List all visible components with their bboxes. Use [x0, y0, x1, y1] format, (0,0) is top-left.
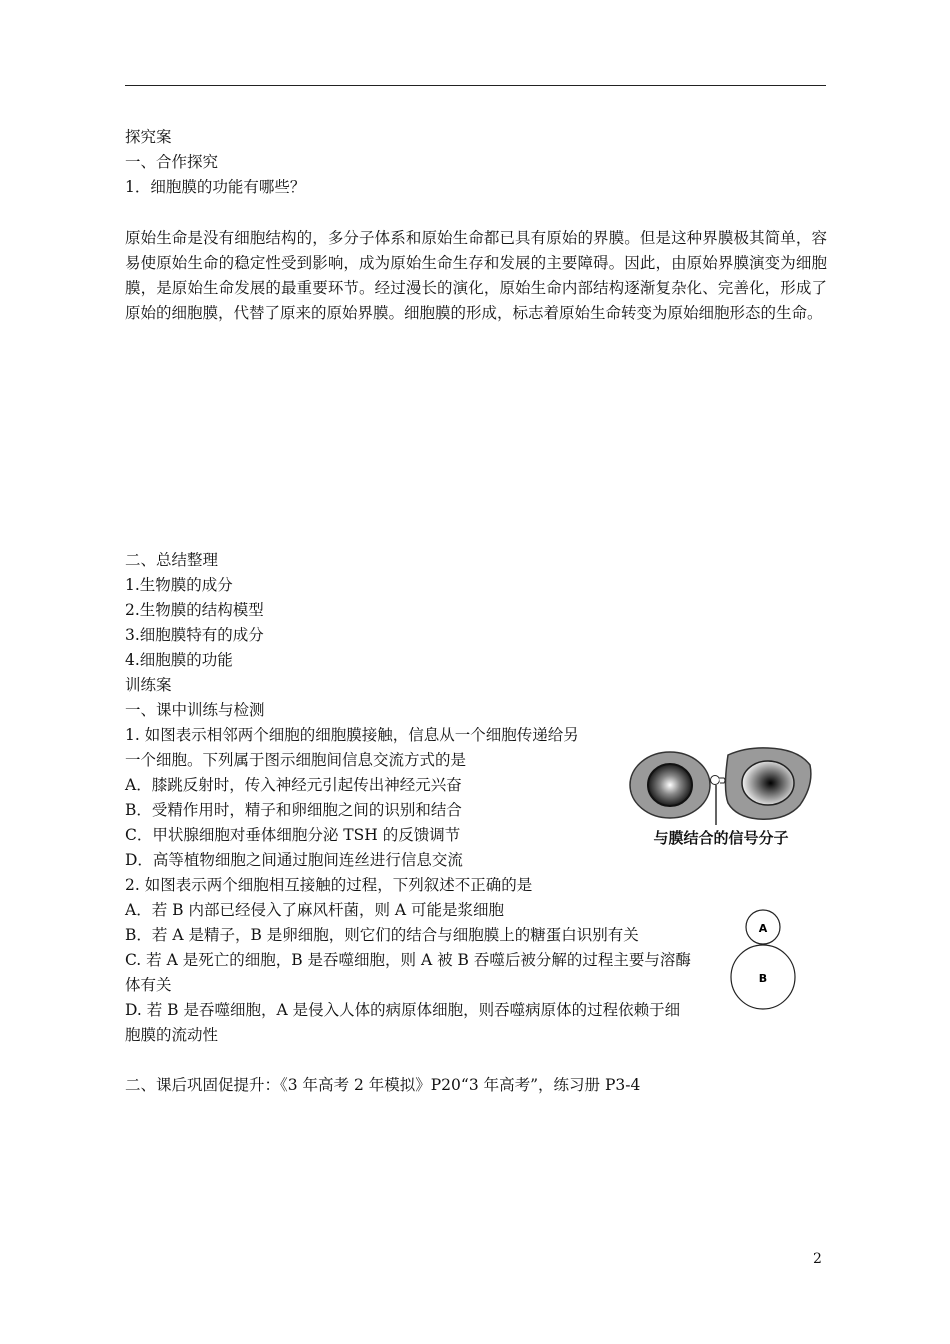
section-after-class: 二、课后巩固促提升：《3 年高考 2 年模拟》P20“3 年高考”，练习册 P3-4 [125, 1076, 641, 1094]
cell-a-label: A [758, 922, 768, 935]
two-cells-contact-illustration [628, 745, 814, 825]
section-in-class-practice: 一、课中训练与检测 [125, 701, 265, 719]
left-nucleus [648, 764, 692, 806]
origin-of-membrane-paragraph: 原始生命是没有细胞结构的，多分子体系和原始生命都已具有原始的界膜。但是这种界膜极其简单，容易使原始生命的稳定性受到影响，成为原始生命生存和发展的主要障碍。因此，由原始界膜演变为细胞膜，是原始生命发展的最重要环节。经过漫长的演化，原始生命内部结构逐渐复杂化、完善化，形成了原始的细胞膜，代替了原来的原始界膜。细胞膜的形成，标志着原始生命转变为原始细胞形态的生命。 [125, 229, 827, 322]
summary-item-3: 3.细胞膜特有的成分 [125, 626, 264, 644]
summary-item-2: 2.生物膜的结构模型 [125, 601, 264, 619]
q1-option-d: D．高等植物细胞之间通过胞间连丝进行信息交流 [125, 851, 463, 869]
q1-option-a: A．膝跳反射时，传入神经元引起传出神经元兴奋 [125, 776, 462, 794]
signal-molecule [711, 776, 720, 785]
cells-a-b-illustration [725, 905, 805, 1015]
case-title: 探究案 [125, 128, 172, 146]
q1-option-b: B．受精作用时，精子和卵细胞之间的识别和结合 [125, 801, 462, 819]
q1-stem-line1: 1. 如图表示相邻两个细胞的细胞膜接触，信息从一个细胞传递给另 [125, 726, 579, 744]
right-nucleus [742, 761, 794, 805]
summary-title: 二、总结整理 [125, 551, 219, 569]
summary-item-1: 1.生物膜的成分 [125, 576, 233, 594]
figure-label-signal-molecule: 与膜结合的信号分子 [653, 829, 789, 847]
q2-option-d-line1: D. 若 B 是吞噬细胞，A 是侵入人体的病原体细胞，则吞噬病原体的过程依赖于细 [125, 1001, 681, 1019]
q2-option-d-line2: 胞膜的流动性 [125, 1026, 219, 1044]
membrane-receptor [719, 778, 725, 783]
section-cooperative-inquiry: 一、合作探究 [125, 153, 219, 171]
q2-option-a: A．若 B 内部已经侵入了麻风杆菌，则 A 可能是浆细胞 [125, 901, 504, 919]
summary-item-4: 4.细胞膜的功能 [125, 651, 233, 669]
cells-a-b-figure [725, 905, 805, 1015]
training-title: 训练案 [125, 676, 172, 694]
q1-option-c: C．甲状腺细胞对垂体细胞分泌 TSH 的反馈调节 [125, 826, 461, 844]
cell-b-label: B [758, 972, 768, 985]
q2-option-b: B．若 A 是精子，B 是卵细胞，则它们的结合与细胞膜上的糖蛋白识别有关 [125, 926, 639, 944]
q2-option-c-line1: C. 若 A 是死亡的细胞，B 是吞噬细胞，则 A 被 B 吞噬后被分解的过程主要与溶酶 [125, 951, 691, 969]
q1-stem-line2: 一个细胞。下列属于图示细胞间信息交流方式的是 [125, 751, 467, 769]
page-number: 2 [813, 1251, 822, 1267]
q2-option-c-line2: 体有关 [125, 976, 172, 994]
header-rule [125, 85, 826, 86]
signal-molecule-figure [628, 745, 814, 855]
q2-stem: 2. 如图表示两个细胞相互接触的过程，下列叙述不正确的是 [125, 876, 533, 894]
question-one: 1．细胞膜的功能有哪些？ [125, 178, 306, 196]
